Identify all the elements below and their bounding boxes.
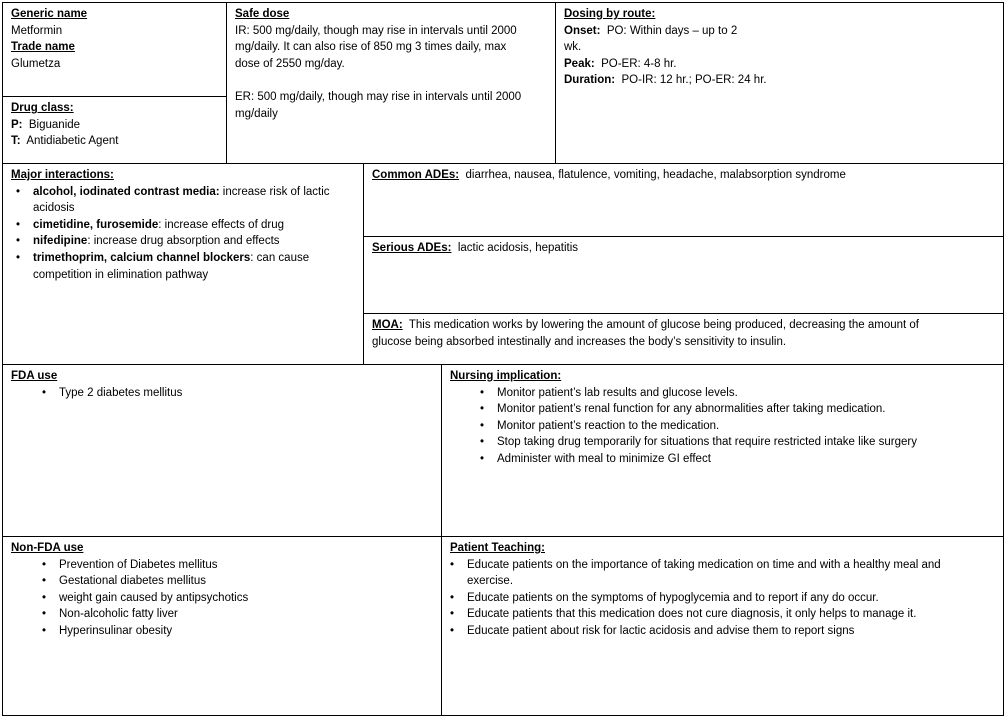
common-ades-text: diarrhea, nausea, flatulence, vomiting, headache, malabsorption syndrome: [465, 169, 846, 181]
drug-class-heading: Drug class:: [11, 102, 74, 114]
safe-dose-cell: [226, 2, 556, 164]
duration-line: Duration: PO-IR: 12 hr.; PO-ER: 24 hr.: [564, 74, 767, 87]
onset-line: Onset: PO: Within days – up to 2: [564, 24, 738, 37]
serious-ades-line: [372, 240, 995, 257]
dosing-route-cell: [555, 2, 1004, 164]
safe-dose-ir-line: IR: 500 mg/daily, though may rise in intervals until 2000: [235, 24, 517, 37]
common-ades-cell: [363, 163, 1004, 237]
moa-cell: [363, 313, 1004, 365]
onset-continued: wk.: [564, 41, 582, 54]
trade-name-heading: Trade name: [11, 41, 75, 54]
serious-ades-cell: [363, 236, 1004, 314]
non-fda-use-list: [11, 557, 433, 640]
list-item: • Gestational diabetes mellitus: [59, 573, 433, 590]
nursing-implication-heading: Nursing implication:: [450, 370, 562, 382]
safe-dose-heading: Safe dose: [235, 8, 290, 20]
nursing-implication-list: [450, 385, 995, 468]
list-item: • alcohol, iodinated contrast media: increase risk of lactic acidosis: [33, 184, 355, 217]
list-item: • Non-alcoholic fatty liver: [59, 606, 433, 623]
safe-dose-er-line: mg/daily: [235, 107, 278, 120]
list-item: • Educate patients that this medication does not cure diagnosis, it only helps to manage it.: [467, 606, 995, 623]
list-item: • Monitor patient’s renal function for any abnormalities after taking medication.: [497, 401, 995, 418]
major-interactions-list: [11, 184, 355, 284]
serious-ades-heading: Serious ADEs:: [372, 242, 452, 254]
list-item: • nifedipine: increase drug absorption and effects: [33, 233, 355, 250]
drug-class-cell: [2, 96, 227, 164]
patient-teaching-heading: Patient Teaching:: [450, 542, 545, 554]
patient-teaching-list: [450, 557, 995, 640]
list-item: • Prevention of Diabetes mellitus: [59, 557, 433, 574]
non-fda-use-cell: [2, 536, 442, 716]
list-item: • weight gain caused by antipsychotics: [59, 590, 433, 607]
list-item: • Educate patients on the symptoms of hypoglycemia and to report if any do occur.: [467, 590, 995, 607]
major-interactions-heading: Major interactions:: [11, 169, 114, 181]
list-item: • Stop taking drug temporarily for situations that require restricted intake like surgery: [497, 434, 995, 451]
list-item: • Monitor patient’s reaction to the medication.: [497, 418, 995, 435]
drug-class-therapeutic: T: Antidiabetic Agent: [11, 135, 119, 148]
fda-use-cell: [2, 364, 442, 537]
safe-dose-ir-line: dose of 2550 mg/day.: [235, 57, 345, 70]
common-ades-heading: Common ADEs:: [372, 169, 460, 181]
drug-class-pharmacologic: P: Biguanide: [11, 118, 81, 131]
peak-line: Peak: PO-ER: 4-8 hr.: [564, 57, 677, 70]
moa-heading: MOA:: [372, 319, 403, 331]
generic-name-heading: Generic name: [11, 8, 88, 20]
list-item: • Administer with meal to minimize GI effect: [497, 451, 995, 468]
list-item: • Educate patient about risk for lactic acidosis and advise them to report signs: [467, 623, 995, 640]
nursing-implication-cell: [441, 364, 1004, 537]
list-item: • Educate patients on the importance of taking medication on time and with a healthy meal and exercise.: [467, 557, 995, 590]
moa-line-2: glucose being absorbed intestinally and increases the body’s sensitivity to insulin.: [372, 335, 787, 348]
list-item: • trimethoprim, calcium channel blockers: can cause competition in elimination pathway: [33, 250, 355, 283]
list-item: • cimetidine, furosemide: increase effects of drug: [33, 217, 355, 234]
dosing-route-heading: Dosing by route:: [564, 8, 656, 20]
generic-name-value: Metformin: [11, 24, 63, 37]
non-fda-use-heading: Non-FDA use: [11, 542, 84, 554]
generic-trade-cell: [2, 2, 227, 97]
safe-dose-er-line: ER: 500 mg/daily, though may rise in intervals until 2000: [235, 90, 522, 103]
list-item: • Monitor patient’s lab results and glucose levels.: [497, 385, 995, 402]
list-item: • Type 2 diabetes mellitus: [59, 385, 433, 402]
major-interactions-cell: [2, 163, 364, 365]
trade-name-value: Glumetza: [11, 57, 61, 70]
patient-teaching-cell: [441, 536, 1004, 716]
common-ades-line: [372, 167, 995, 184]
moa-line: MOA: This medication works by lowering the amount of glucose being produced, decreasing the amount of: [372, 319, 919, 331]
fda-use-heading: FDA use: [11, 370, 58, 382]
list-item: • Hyperinsulinar obesity: [59, 623, 433, 640]
fda-use-list: [11, 385, 433, 402]
serious-ades-text: lactic acidosis, hepatitis: [457, 242, 579, 254]
safe-dose-ir-line: mg/daily. It can also rise of 850 mg 3 times daily, max: [235, 41, 507, 54]
